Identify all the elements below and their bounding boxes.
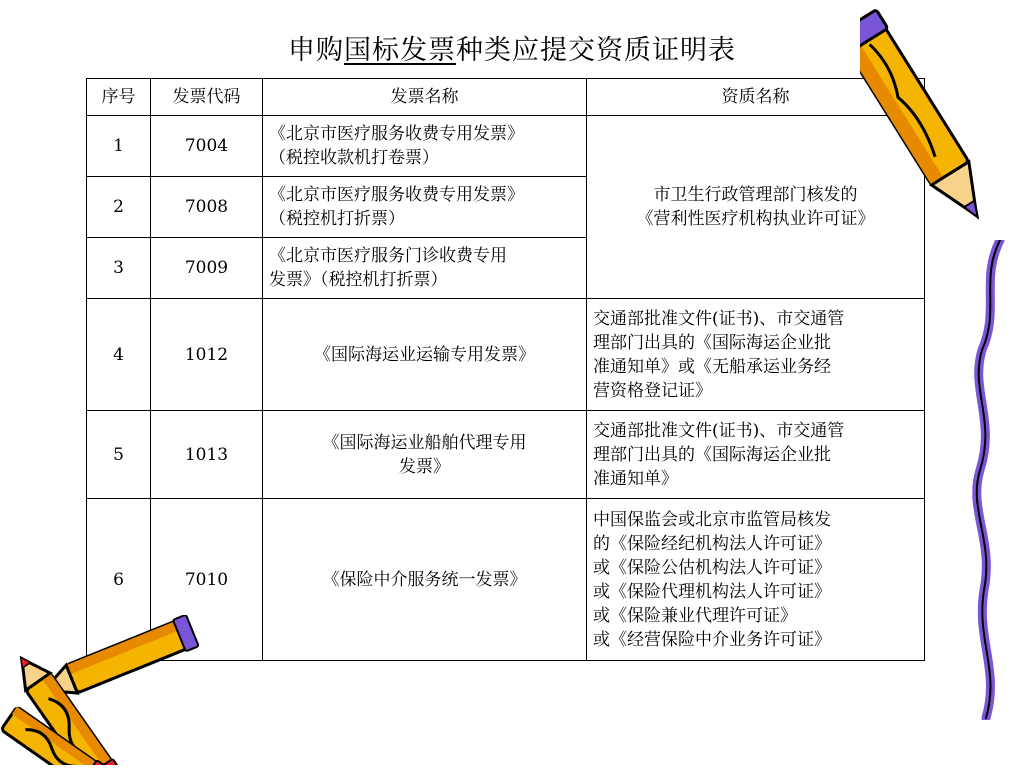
table-row xyxy=(87,411,925,499)
header-name: 发票名称 xyxy=(263,79,587,116)
qual-line: 中国保监会或北京市监管局核发 xyxy=(593,509,831,530)
qual-line: 或《保险兼业代理许可证》 xyxy=(593,605,797,626)
table-row xyxy=(87,299,925,411)
title-part-1: 申购 xyxy=(288,35,344,66)
row-invoice-name xyxy=(263,499,587,661)
qual-line: 交通部批准文件(证书)、市交通管 xyxy=(593,420,845,441)
row-qualification xyxy=(587,499,925,661)
qual-line: 理部门出具的《国际海运企业批 xyxy=(593,444,831,465)
qual-line: 营资格登记证》 xyxy=(593,380,712,401)
qual-line: 准通知单》 xyxy=(593,468,678,489)
header-code: 发票代码 xyxy=(151,79,263,116)
qual-line: 准通知单》或《无船承运业务经 xyxy=(593,356,831,377)
header-qual: 资质名称 xyxy=(587,79,925,116)
row-code: 7008 xyxy=(151,177,263,238)
table-header-row xyxy=(87,79,925,116)
row-no: 4 xyxy=(87,299,151,411)
qual-line: 或《经营保险中介业务许可证》 xyxy=(593,629,831,650)
qualification-table xyxy=(86,78,925,661)
name-line: 发票》 xyxy=(399,456,450,477)
row-no: 5 xyxy=(87,411,151,499)
row-invoice-name xyxy=(263,116,587,177)
row-no: 1 xyxy=(87,116,151,177)
qual-line: 《营利性医疗机构执业许可证》 xyxy=(636,209,875,229)
name-line: 《国际海运业运输专用发票》 xyxy=(314,344,535,365)
qual-line: 的《保险经纪机构法人许可证》 xyxy=(593,533,831,554)
pencil-icon xyxy=(860,0,1010,250)
qual-line: 或《保险公估机构法人许可证》 xyxy=(593,557,831,578)
qual-line: 市卫生行政管理部门核发的 xyxy=(653,185,858,205)
header-no: 序号 xyxy=(87,79,151,116)
name-line: 《国际海运业船舶代理专用 xyxy=(322,432,527,453)
row-code: 1012 xyxy=(151,299,263,411)
name-line: （税控机打折票） xyxy=(269,209,405,229)
row-no: 6 xyxy=(87,499,151,661)
row-qualification xyxy=(587,411,925,499)
name-line: 《北京市医疗服务收费专用发票》 xyxy=(269,185,524,205)
row-code: 7010 xyxy=(151,499,263,661)
name-line: 《北京市医疗服务门诊收费专用 xyxy=(269,246,507,266)
qual-line: 交通部批准文件(证书)、市交通管 xyxy=(593,308,845,329)
title-part-3: 种类应提交资质证明表 xyxy=(456,35,736,66)
row-code: 7004 xyxy=(151,116,263,177)
title-part-2: 国标发票 xyxy=(344,35,456,66)
row-code: 7009 xyxy=(151,238,263,299)
name-line: 《北京市医疗服务收费专用发票》 xyxy=(269,124,524,144)
row-invoice-name xyxy=(263,299,587,411)
name-line: 《保险中介服务统一发票》 xyxy=(322,569,527,590)
name-line: 发票》（税控机打折票） xyxy=(269,270,448,290)
row-invoice-name xyxy=(263,177,587,238)
row-invoice-name xyxy=(263,411,587,499)
name-line: （税控收款机打卷票） xyxy=(269,148,439,168)
pencil-icon xyxy=(0,615,205,765)
table-row xyxy=(87,499,925,661)
row-no: 2 xyxy=(87,177,151,238)
row-qualification xyxy=(587,299,925,411)
qual-line: 理部门出具的《国际海运企业批 xyxy=(593,332,831,353)
table-row xyxy=(87,116,925,177)
row-code: 1013 xyxy=(151,411,263,499)
squiggle-line-icon xyxy=(960,240,1020,720)
qual-line: 或《保险代理机构法人许可证》 xyxy=(593,581,831,602)
row-no: 3 xyxy=(87,238,151,299)
row-invoice-name xyxy=(263,238,587,299)
